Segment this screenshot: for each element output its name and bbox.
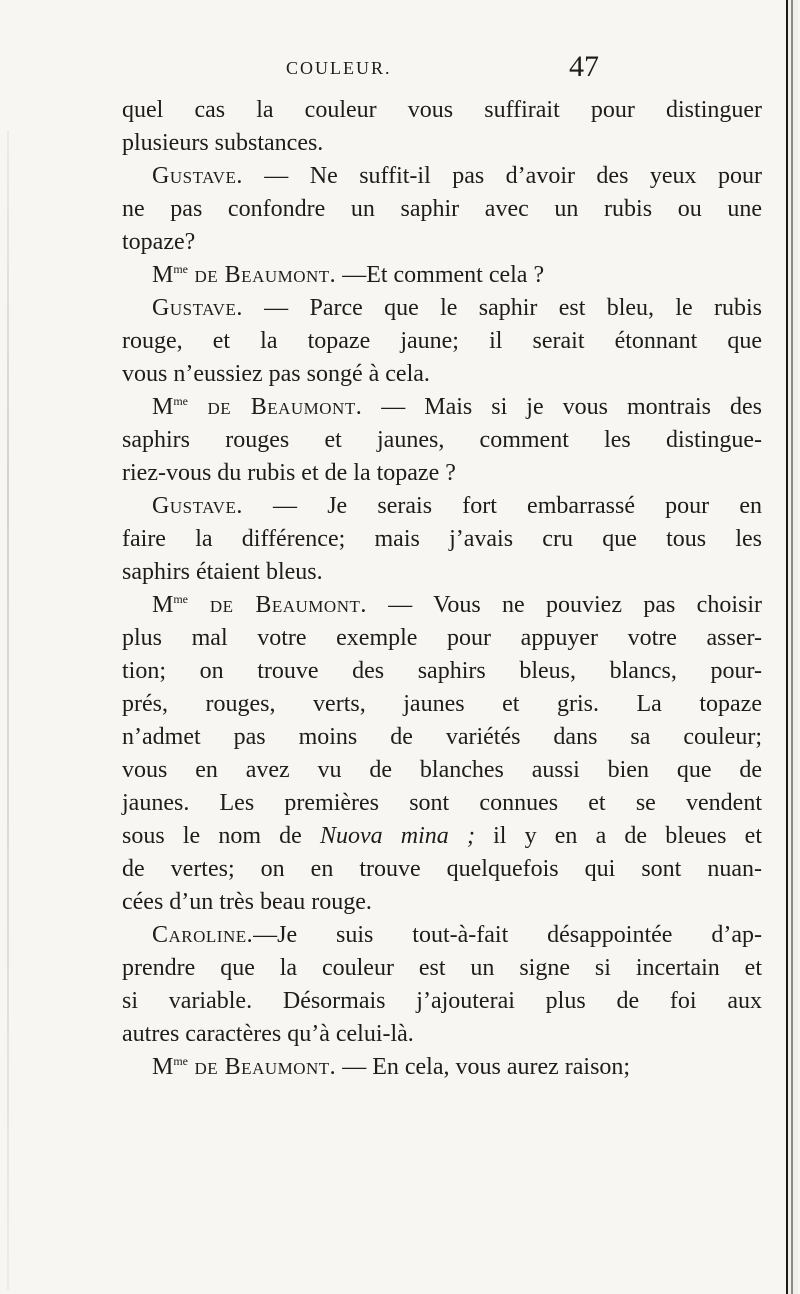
text-line (122, 622, 762, 655)
running-head: COULEUR. (286, 58, 392, 78)
superscript: me (173, 1054, 189, 1068)
text-line (122, 721, 762, 754)
text-line (122, 292, 762, 325)
page-number: 47 (569, 50, 599, 83)
superscript: me (173, 262, 189, 276)
text-run: M (152, 262, 174, 288)
text-run: plus mal votre exemple pour appuyer votre asser- (122, 625, 762, 651)
text-run: Nuova mina ; (319, 823, 475, 849)
text-run: plusieurs substances. (122, 130, 324, 156)
text-line (122, 820, 762, 853)
body-text (122, 94, 762, 1084)
superscript: me (173, 592, 189, 606)
page-gutter-shadow (7, 130, 9, 1290)
text-line (122, 655, 762, 688)
text-line (122, 391, 762, 424)
text-run: autres caractères qu’à celui-là. (122, 1021, 414, 1047)
text-run: M (152, 394, 174, 420)
text-run: — Parce que le saphir est bleu, le rubis (242, 295, 762, 321)
text-run: — En cela, vous aurez raison; (336, 1054, 631, 1080)
text-line (122, 1051, 762, 1084)
text-run: jaunes. Les premières sont connues et se vendent (122, 790, 762, 816)
speaker-name: Caroline. (152, 922, 254, 948)
text-run: sous le nom de (122, 823, 320, 849)
text-run: saphirs rouges et jaunes, comment les distingue- (122, 427, 762, 453)
text-line (122, 589, 762, 622)
speaker-name: de Beaumont. (188, 262, 337, 288)
text-run: rouge, et la topaze jaune; il serait étonnant que (122, 328, 762, 354)
text-line (122, 358, 762, 391)
text-line (122, 985, 762, 1018)
text-run: il y en a de bleues et (474, 823, 762, 849)
text-line (122, 127, 762, 160)
text-run: M (152, 1054, 174, 1080)
text-run: —Je suis tout-à-fait désappointée d’ap- (253, 922, 762, 948)
text-run: — Mais si je vous montrais des (362, 394, 762, 420)
text-run: topaze? (122, 229, 196, 255)
text-run: n’admet pas moins de variétés dans sa couleur; (122, 724, 762, 750)
text-line (122, 886, 762, 919)
speaker-name: de Beaumont. (188, 394, 363, 420)
page-edge (786, 0, 798, 1294)
text-line (122, 853, 762, 886)
text-line (122, 160, 762, 193)
text-line (122, 1018, 762, 1051)
text-line (122, 325, 762, 358)
text-run: —Et comment cela ? (336, 262, 545, 288)
text-line (122, 94, 762, 127)
speaker-name: Gustave. (152, 493, 243, 519)
text-run: vous n’eussiez pas songé à cela. (122, 361, 430, 387)
text-line (122, 688, 762, 721)
text-line (122, 490, 762, 523)
text-line (122, 919, 762, 952)
text-run: de vertes; on en trouve quelquefois qui sont nuan- (122, 856, 762, 882)
text-line (122, 952, 762, 985)
text-line (122, 457, 762, 490)
text-run: faire la différence; mais j’avais cru que tous les (122, 526, 762, 552)
text-run: prés, rouges, verts, jaunes et gris. La topaze (122, 691, 762, 717)
text-run: — Je serais fort embarrassé pour en (242, 493, 762, 519)
text-run: saphirs étaient bleus. (122, 559, 323, 585)
text-line (122, 787, 762, 820)
text-line (122, 226, 762, 259)
text-run: tion; on trouve des saphirs bleus, blancs, pour- (122, 658, 762, 684)
text-line (122, 754, 762, 787)
text-line (122, 523, 762, 556)
superscript: me (173, 394, 189, 408)
text-run: prendre que la couleur est un signe si incertain et (122, 955, 762, 981)
speaker-name: de Beaumont. (188, 1054, 337, 1080)
text-line (122, 259, 762, 292)
text-run: vous en avez vu de blanches aussi bien que de (122, 757, 762, 783)
text-run: si variable. Désormais j’ajouterai plus de foi aux (122, 988, 762, 1014)
text-run: M (152, 592, 174, 618)
text-run: ne pas confondre un saphir avec un rubis ou une (122, 196, 762, 222)
speaker-name: Gustave. (152, 163, 243, 189)
text-line (122, 424, 762, 457)
text-line (122, 556, 762, 589)
text-run: cées d’un très beau rouge. (122, 889, 372, 915)
text-run: riez-vous du rubis et de la topaze ? (122, 460, 456, 486)
text-run: — Ne suffit-il pas d’avoir des yeux pour (242, 163, 762, 189)
text-run: — Vous ne pouviez pas choisir (366, 592, 762, 618)
text-run: quel cas la couleur vous suffirait pour distinguer (122, 97, 762, 123)
text-line (122, 193, 762, 226)
speaker-name: Gustave. (152, 295, 243, 321)
speaker-name: de Beaumont. (188, 592, 367, 618)
